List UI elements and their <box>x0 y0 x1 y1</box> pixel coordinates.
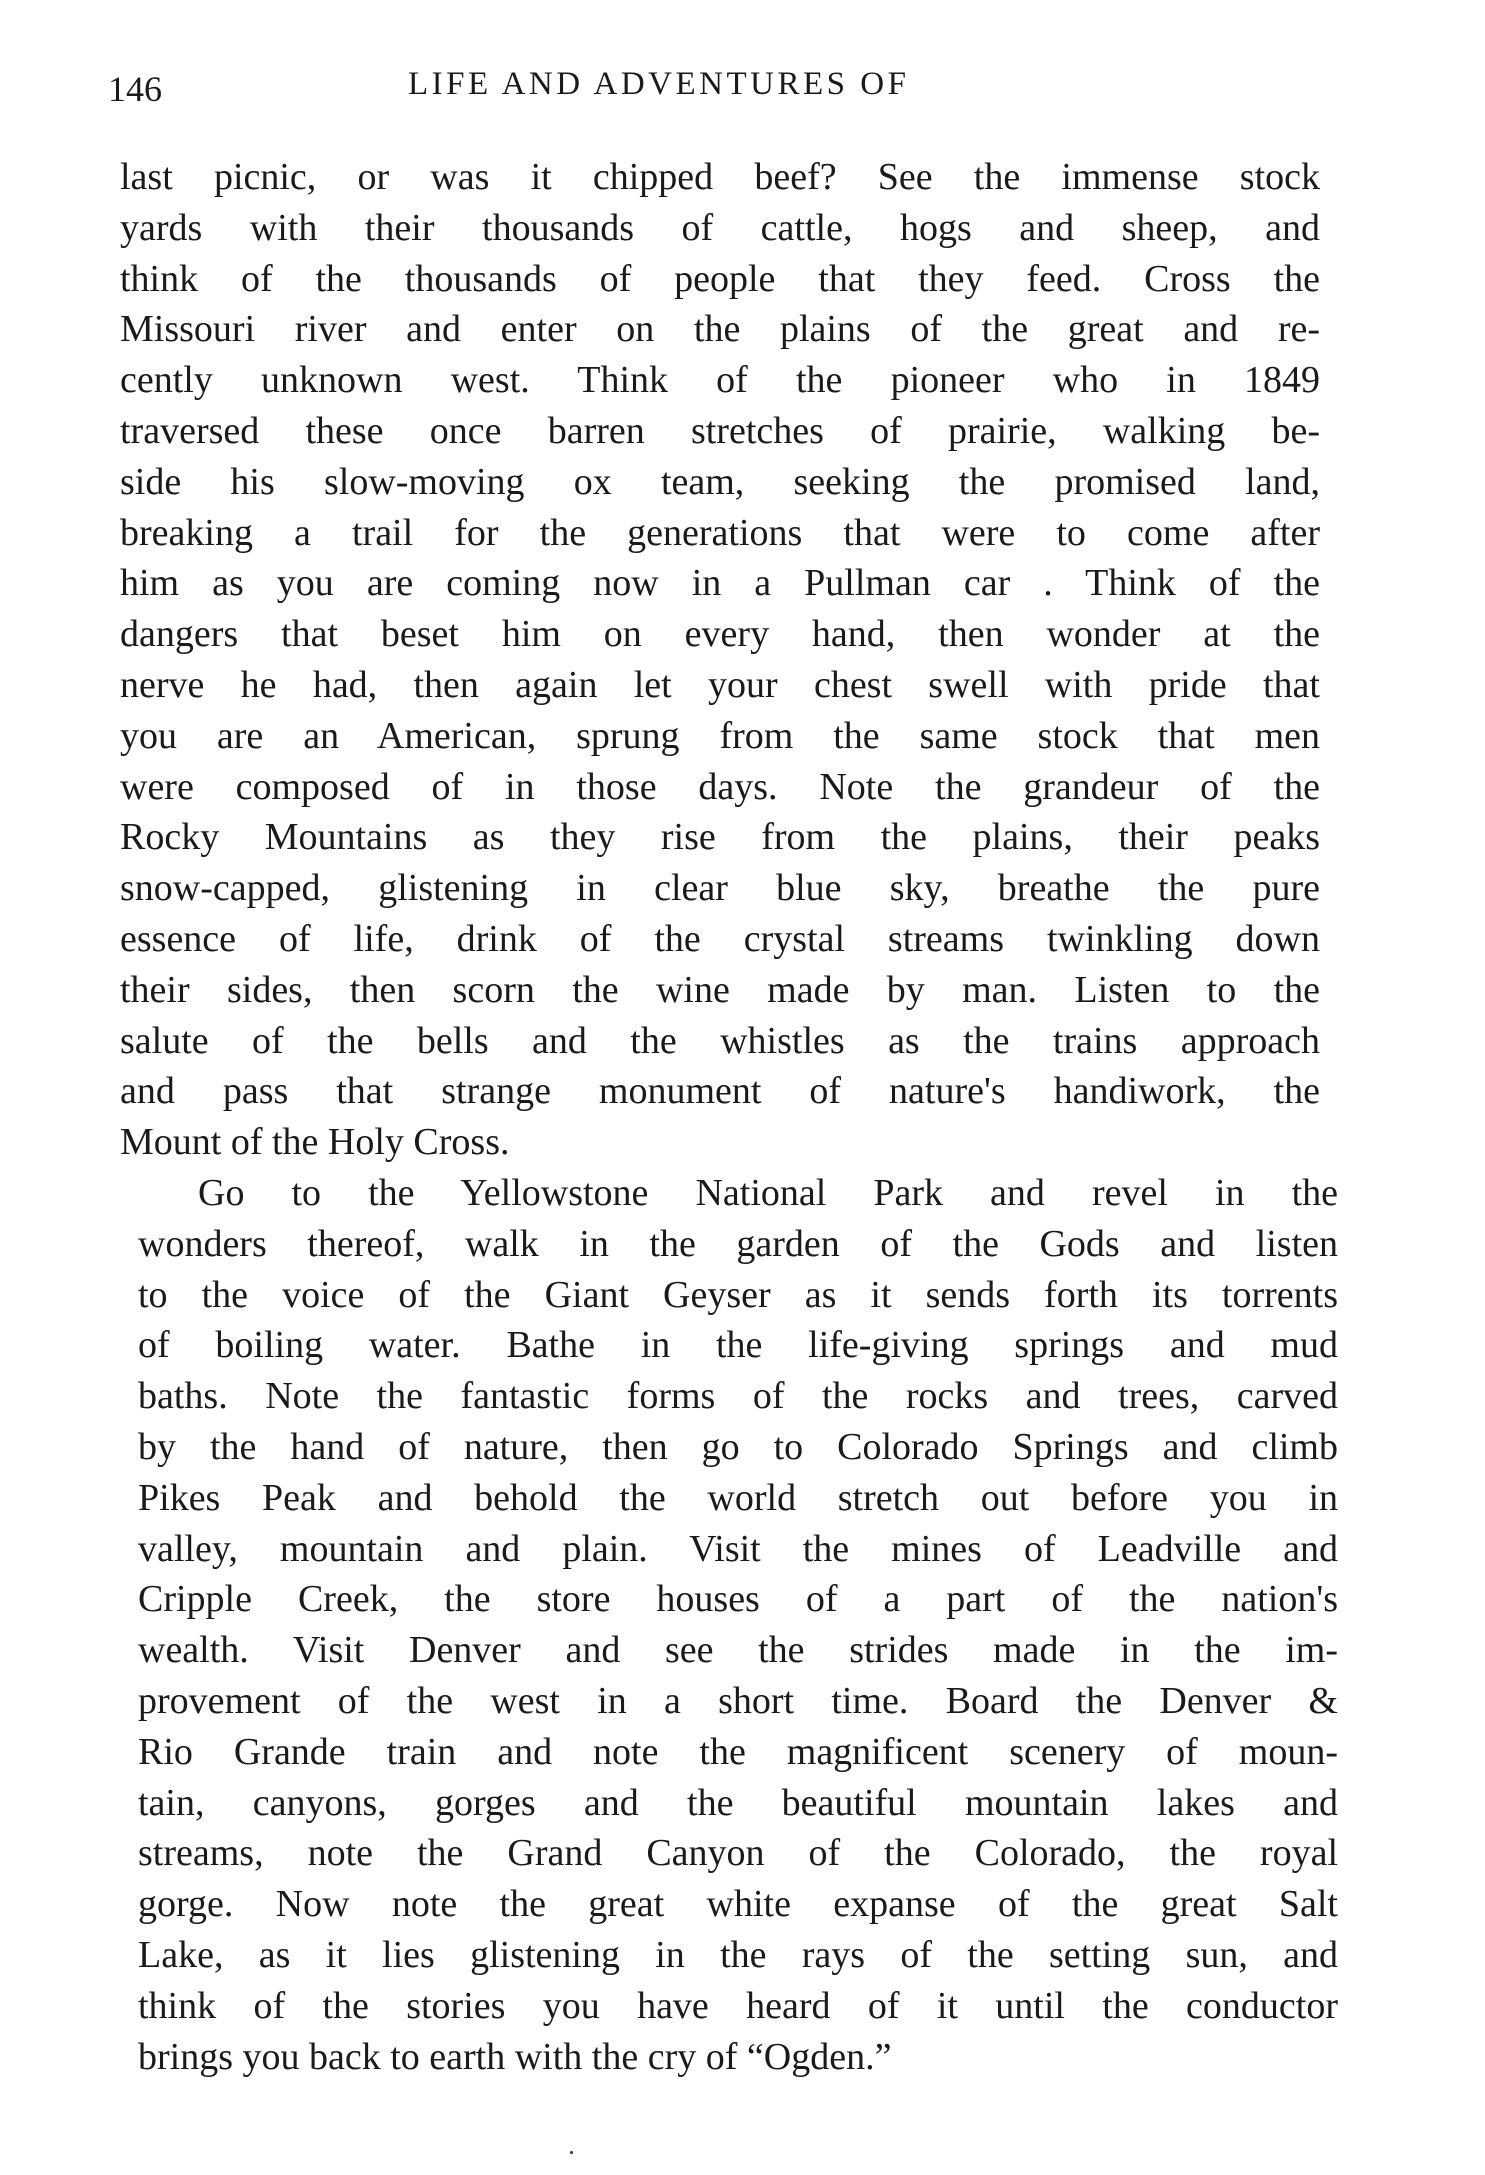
paragraph-2 <box>138 1168 1338 2082</box>
text-line: Missouri river and enter on the plains of the great and re- <box>120 308 1320 351</box>
text-line: their sides, then scorn the wine made by man. Listen to the <box>120 968 1320 1011</box>
text-line: Rio Grande train and note the magnificent scenery of moun- <box>138 1730 1338 1773</box>
page-speck <box>570 2151 573 2154</box>
text-line: yards with their thousands of cattle, hogs and sheep, and <box>120 206 1320 249</box>
text-line: essence of life, drink of the crystal streams twinkling down <box>120 917 1320 960</box>
text-line: baths. Note the fantastic forms of the rocks and trees, carved <box>138 1375 1338 1418</box>
text-line: Pikes Peak and behold the world stretch out before you in <box>138 1476 1338 1519</box>
text-line: cently unknown west. Think of the pioneer who in 1849 <box>120 359 1320 402</box>
text-line: last picnic, or was it chipped beef? See the immense stock <box>120 156 1320 198</box>
text-line: were composed of in those days. Note the grandeur of the <box>120 765 1320 808</box>
text-line: of boiling water. Bathe in the life-giving springs and mud <box>138 1324 1338 1367</box>
text-line: salute of the bells and the whistles as the trains approach <box>120 1019 1320 1062</box>
text-line: wealth. Visit Denver and see the strides made in the im- <box>138 1629 1338 1672</box>
text-line: valley, mountain and plain. Visit the mines of Leadville and <box>138 1527 1338 1570</box>
text-line: wonders thereof, walk in the garden of the Gods and listen <box>138 1222 1338 1265</box>
text-line: to the voice of the Giant Geyser as it sends forth its torrents <box>138 1273 1338 1316</box>
text-line: snow-capped, glistening in clear blue sky, breathe the pure <box>120 867 1320 910</box>
text-line: Cripple Creek, the store houses of a part of the nation's <box>138 1578 1338 1621</box>
text-line: Go to the Yellowstone National Park and revel in the <box>198 1172 1338 1214</box>
text-line: nerve he had, then again let your chest swell with pride that <box>120 663 1320 706</box>
text-line: gorge. Now note the great white expanse of the great Salt <box>138 1883 1338 1926</box>
text-line: think of the thousands of people that they feed. Cross the <box>120 257 1320 300</box>
text-line: Mount of the Holy Cross. <box>120 1121 510 1164</box>
text-line: and pass that strange monument of nature's handiwork, the <box>120 1070 1320 1113</box>
text-line: breaking a trail for the generations that were to come after <box>120 511 1320 554</box>
text-line: dangers that beset him on every hand, then wonder at the <box>120 613 1320 656</box>
text-line: by the hand of nature, then go to Colorado Springs and climb <box>138 1425 1338 1468</box>
page-number: 146 <box>108 69 162 109</box>
text-line: provement of the west in a short time. Board the Denver & <box>138 1679 1338 1722</box>
text-line: streams, note the Grand Canyon of the Colorado, the royal <box>138 1832 1338 1875</box>
text-line: Lake, as it lies glistening in the rays of the setting sun, and <box>138 1933 1338 1976</box>
text-line: Rocky Mountains as they rise from the plains, their peaks <box>120 816 1320 859</box>
text-line: side his slow-moving ox team, seeking the promised land, <box>120 460 1320 503</box>
text-line: traversed these once barren stretches of prairie, walking be- <box>120 409 1320 452</box>
text-line: tain, canyons, gorges and the beautiful mountain lakes and <box>138 1781 1338 1824</box>
text-line: brings you back to earth with the cry of “Ogden.” <box>138 2035 892 2078</box>
text-line: think of the stories you have heard of it until the conductor <box>138 1984 1338 2027</box>
running-head: LIFE AND ADVENTURES OF <box>408 66 910 102</box>
text-line: you are an American, sprung from the same stock that men <box>120 714 1320 757</box>
paragraph-1 <box>120 152 1320 1168</box>
text-line: him as you are coming now in a Pullman car . Think of the <box>120 562 1320 605</box>
